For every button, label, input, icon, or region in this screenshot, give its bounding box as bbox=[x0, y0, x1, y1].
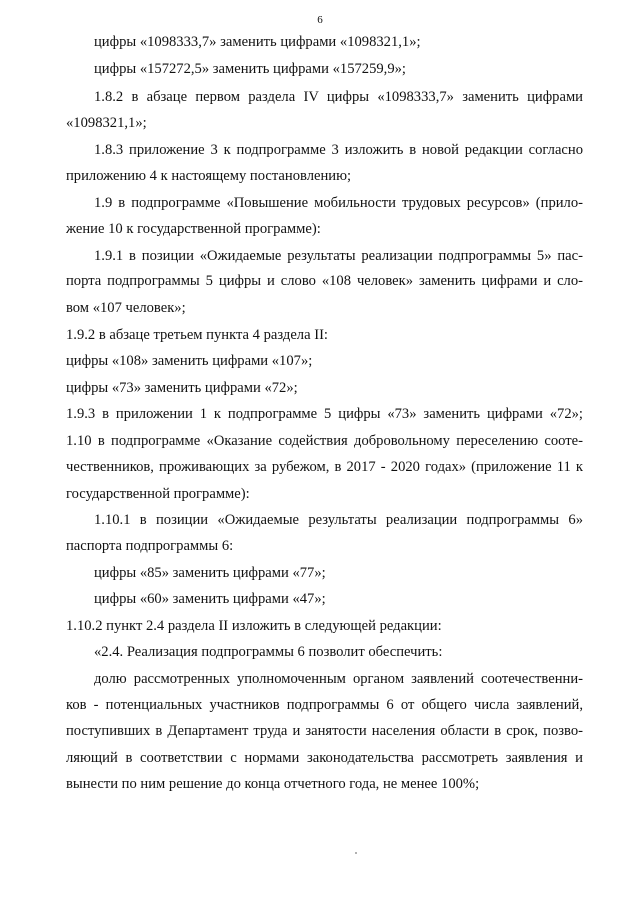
text-line-3: 1.8.2 в абзаце первом раздела IV цифры «1098333,7» заменить цифрами bbox=[94, 89, 583, 105]
text-line-13: цифры «108» заменить цифрами «107»; bbox=[66, 353, 313, 369]
page-number: 6 bbox=[317, 14, 323, 26]
text-line-16: 1.10 в подпрограмме «Оказание содействия добровольному переселению сооте- bbox=[66, 433, 583, 449]
text-line-6: приложению 4 к настоящему постановлению; bbox=[66, 168, 352, 184]
text-line-11: вом «107 человек»; bbox=[66, 300, 186, 316]
text-line-21: цифры «85» заменить цифрами «77»; bbox=[94, 565, 326, 581]
text-line-23: 1.10.2 пункт 2.4 раздела II изложить в следующей редакции: bbox=[66, 618, 442, 634]
text-line-12: 1.9.2 в абзаце третьем пункта 4 раздела II: bbox=[66, 327, 328, 343]
text-line-17: чественников, проживающих за рубежом, в 2017 - 2020 годах» (приложение 11 к bbox=[66, 459, 583, 475]
text-line-9: 1.9.1 в позиции «Ожидаемые результаты реализации подпрограммы 5» пас- bbox=[94, 248, 583, 264]
text-line-15: 1.9.3 в приложении 1 к подпрограмме 5 цифры «73» заменить цифрами «72»; bbox=[66, 406, 583, 422]
text-line-4: «1098321,1»; bbox=[66, 115, 147, 131]
text-line-20: паспорта подпрограммы 6: bbox=[66, 538, 234, 554]
text-line-22: цифры «60» заменить цифрами «47»; bbox=[94, 591, 326, 607]
text-line-24: «2.4. Реализация подпрограммы 6 позволит обеспечить: bbox=[94, 644, 443, 660]
text-line-5: 1.8.3 приложение 3 к подпрограмме 3 изложить в новой редакции согласно bbox=[94, 142, 583, 158]
text-line-18: государственной программе): bbox=[66, 486, 250, 502]
text-line-28: ляющий в соответствии с нормами законодательства рассмотреть заявления и bbox=[66, 750, 583, 766]
text-line-14: цифры «73» заменить цифрами «72»; bbox=[66, 380, 298, 396]
text-line-27: поступивших в Департамент труда и занятости населения области в срок, позво- bbox=[66, 723, 583, 739]
text-line-1: цифры «1098333,7» заменить цифрами «1098321,1»; bbox=[94, 34, 421, 50]
text-line-2: цифры «157272,5» заменить цифрами «157259,9»; bbox=[94, 61, 406, 77]
text-line-19: 1.10.1 в позиции «Ожидаемые результаты реализации подпрограммы 6» bbox=[94, 512, 583, 528]
text-line-7: 1.9 в подпрограмме «Повышение мобильности трудовых ресурсов» (прило- bbox=[94, 195, 583, 211]
text-line-8: жение 10 к государственной программе): bbox=[66, 221, 321, 237]
text-line-29: вынести по ним решение до конца отчетного года, не менее 100%; bbox=[66, 776, 480, 792]
text-line-26: ков - потенциальных участников подпрограммы 6 от общего числа заявлений, bbox=[66, 697, 583, 713]
text-line-25: долю рассмотренных уполномоченным органом заявлений соотечественни- bbox=[94, 671, 583, 687]
scan-dot bbox=[355, 852, 357, 854]
text-line-10: порта подпрограммы 5 цифры и слово «108 человек» заменить цифрами и сло- bbox=[66, 273, 583, 289]
